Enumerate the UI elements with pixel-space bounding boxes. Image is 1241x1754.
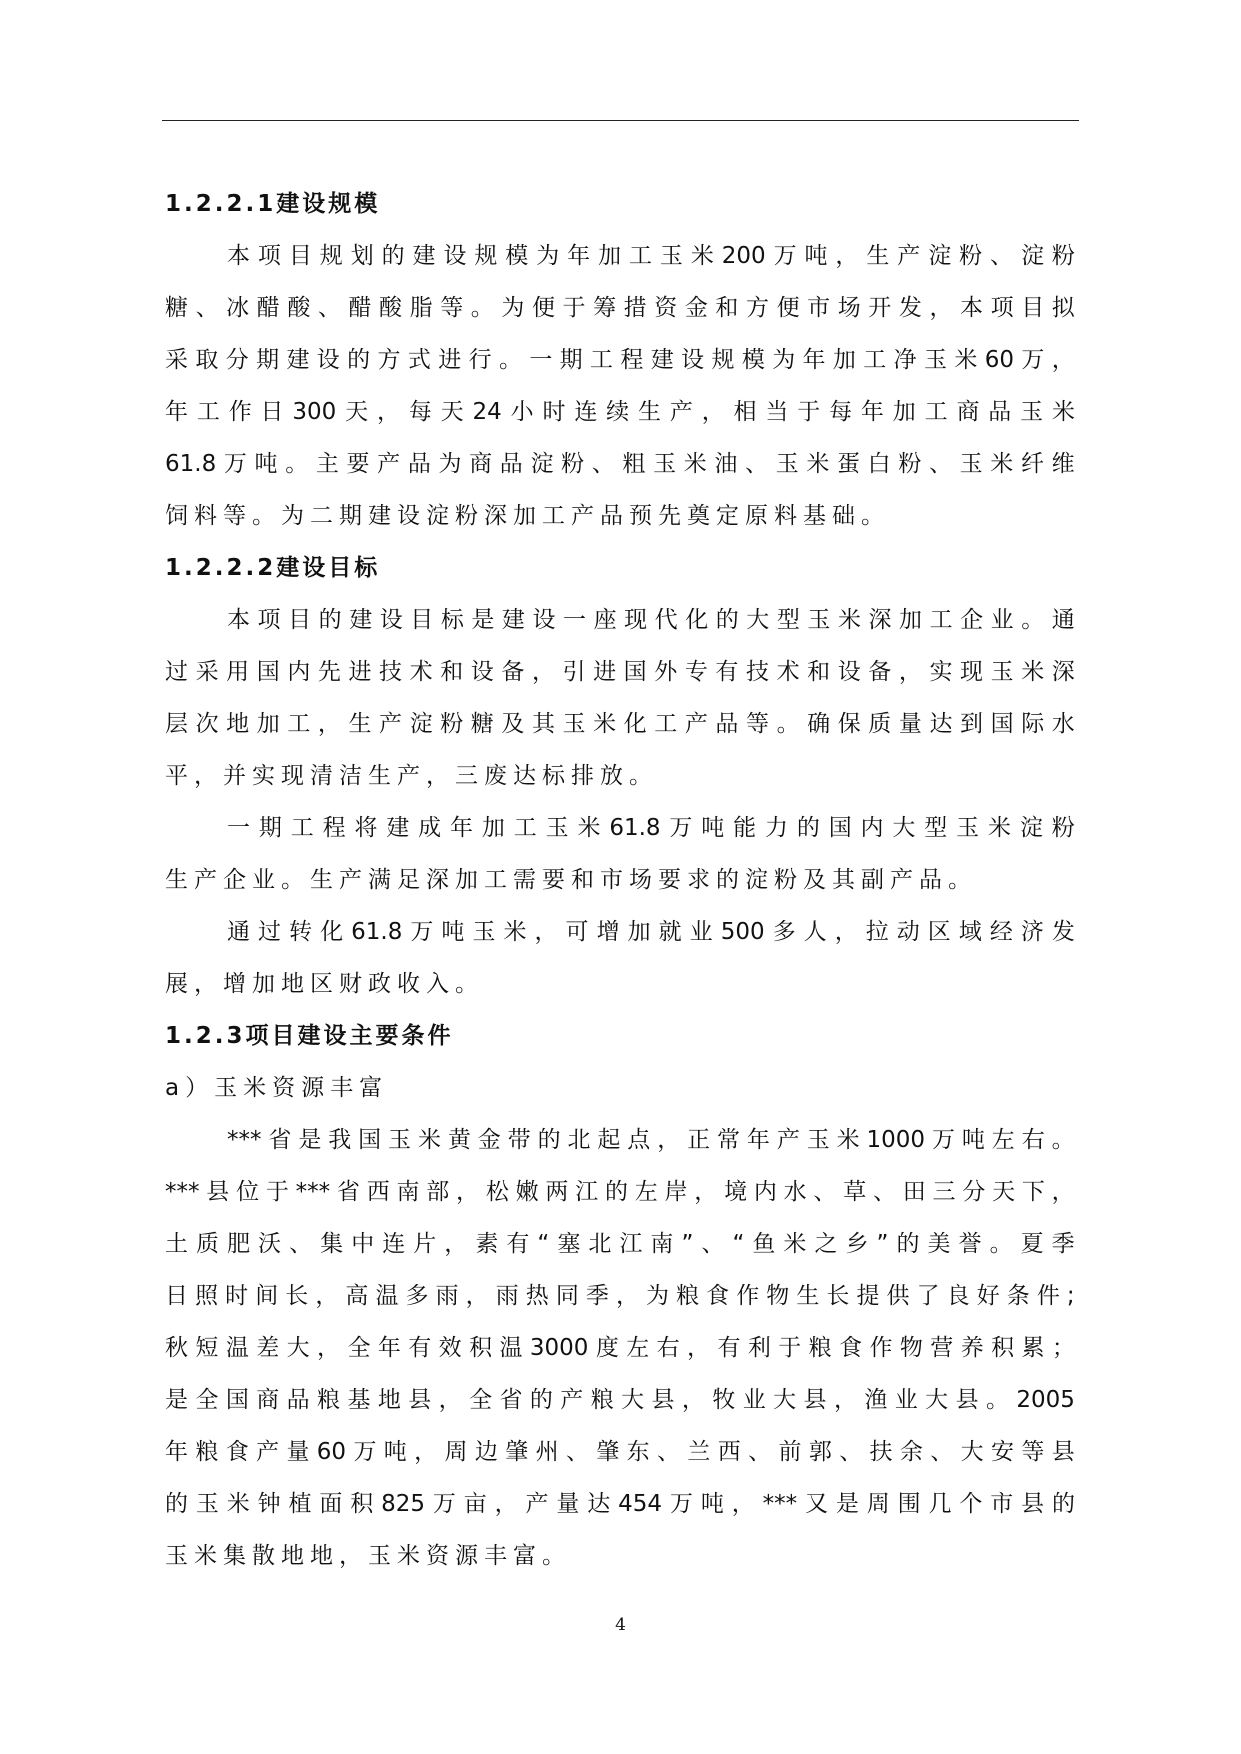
paragraph-line: *** 省 是 我 国 玉 米 黄 金 带 的 北 起 点 ， 正 常 年 产 玉 米 1000 万 吨 左 右 。 bbox=[227, 1127, 1075, 1153]
paragraph-line: 玉 米 集 散 地 地 ， 玉 米 资 源 丰 富 。 bbox=[165, 1543, 565, 1569]
header-rule bbox=[162, 120, 1079, 121]
paragraph-line: *** 县 位 于 *** 省 西 南 部 ， 松 嫩 两 江 的 左 岸 ， 境 内 水 、 草 、 田 三 分 天 下 ， bbox=[165, 1179, 1075, 1205]
paragraph-line: 的 玉 米 钟 植 面 积 825 万 亩 ， 产 量 达 454 万 吨 ， *** 又 是 周 围 几 个 市 县 的 bbox=[165, 1491, 1075, 1517]
paragraph-line: 年 工 作 日 300 天 ， 每 天 24 小 时 连 续 生 产 ， 相 当 于 每 年 加 工 商 品 玉 米 bbox=[165, 399, 1075, 425]
paragraph-line: 展 ， 增 加 地 区 财 政 收 入 。 bbox=[165, 971, 478, 997]
list-item-label: a ） 玉 米 资 源 丰 富 bbox=[165, 1075, 383, 1101]
paragraph-line: 采 取 分 期 建 设 的 方 式 进 行 。 一 期 工 程 建 设 规 模 为 年 加 工 净 玉 米 60 万 ， bbox=[165, 347, 1075, 373]
document-body bbox=[165, 178, 1075, 1582]
paragraph-line: 本 项 目 规 划 的 建 设 规 模 为 年 加 工 玉 米 200 万 吨 ， 生 产 淀 粉 、 淀 粉 bbox=[227, 243, 1075, 269]
paragraph-line: 平 ， 并 实 现 清 洁 生 产 ， 三 废 达 标 排 放 。 bbox=[165, 763, 652, 789]
paragraph-line: 日 照 时 间 长 ， 高 温 多 雨 ， 雨 热 同 季 ， 为 粮 食 作 物 生 长 提 供 了 良 好 条 件 ; bbox=[165, 1283, 1075, 1309]
paragraph-line: 一 期 工 程 将 建 成 年 加 工 玉 米 61.8 万 吨 能 力 的 国 内 大 型 玉 米 淀 粉 bbox=[227, 815, 1075, 841]
paragraph-line: 61.8 万 吨 。 主 要 产 品 为 商 品 淀 粉 、 粗 玉 米 油 、 玉 米 蛋 白 粉 、 玉 米 纤 维 bbox=[165, 451, 1075, 477]
paragraph-line: 是 全 国 商 品 粮 基 地 县 ， 全 省 的 产 粮 大 县 ， 牧 业 大 县 ， 渔 业 大 县 。 2005 bbox=[165, 1387, 1075, 1413]
paragraph-line: 过 采 用 国 内 先 进 技 术 和 设 备 ， 引 进 国 外 专 有 技 术 和 设 备 ， 实 现 玉 米 深 bbox=[165, 659, 1075, 685]
paragraph-line: 土 质 肥 沃 、 集 中 连 片 ， 素 有 “ 塞 北 江 南 ” 、 “ 鱼 米 之 乡 ” 的 美 誉 。 夏 季 bbox=[165, 1231, 1075, 1257]
heading-1-2-2-1: 1.2.2.1建设规模 bbox=[165, 191, 381, 217]
paragraph-line: 秋 短 温 差 大 ， 全 年 有 效 积 温 3000 度 左 右 ， 有 利 于 粮 食 作 物 营 养 积 累 ； bbox=[165, 1335, 1075, 1361]
paragraph-line: 层 次 地 加 工 ， 生 产 淀 粉 糖 及 其 玉 米 化 工 产 品 等 。 确 保 质 量 达 到 国 际 水 bbox=[165, 711, 1075, 737]
paragraph-line: 通 过 转 化 61.8 万 吨 玉 米 ， 可 增 加 就 业 500 多 人 ， 拉 动 区 域 经 济 发 bbox=[227, 919, 1075, 945]
heading-1-2-2-2: 1.2.2.2建设目标 bbox=[165, 555, 381, 581]
paragraph-line: 生 产 企 业 。 生 产 满 足 深 加 工 需 要 和 市 场 要 求 的 淀 粉 及 其 副 产 品 。 bbox=[165, 867, 971, 893]
paragraph-line: 糖 、 冰 醋 酸 、 醋 酸 脂 等 。 为 便 于 筹 措 资 金 和 方 便 市 场 开 发 ， 本 项 目 拟 bbox=[165, 295, 1075, 321]
heading-1-2-3: 1.2.3项目建设主要条件 bbox=[165, 1023, 454, 1049]
paragraph-line: 本 项 目 的 建 设 目 标 是 建 设 一 座 现 代 化 的 大 型 玉 米 深 加 工 企 业 。 通 bbox=[227, 607, 1075, 633]
page-number: 4 bbox=[615, 1615, 626, 1635]
paragraph-line: 年 粮 食 产 量 60 万 吨 ， 周 边 肇 州 、 肇 东 、 兰 西 、 前 郭 、 扶 余 、 大 安 等 县 bbox=[165, 1439, 1075, 1465]
paragraph-line: 饲 料 等 。 为 二 期 建 设 淀 粉 深 加 工 产 品 预 先 奠 定 原 料 基 础 。 bbox=[165, 503, 884, 529]
